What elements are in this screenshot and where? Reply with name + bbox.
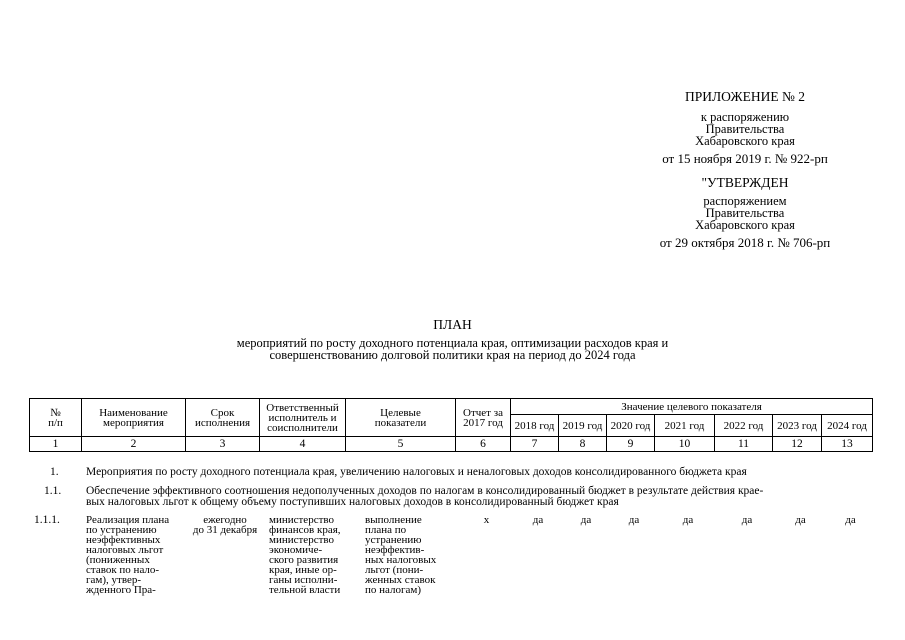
header-resp-line-2: исполнитель и — [268, 411, 337, 424]
target-line-6: льгот (пони- — [365, 564, 424, 576]
col-number-8: 8 — [559, 437, 607, 452]
name-line-7: гам), утвер- — [86, 574, 141, 586]
header-name-line-2: мероприятия — [103, 416, 164, 429]
row-1-1-1-responsible — [269, 515, 359, 595]
resp-line-7: ганы исполни- — [269, 574, 338, 586]
header-year-2019: 2019 год — [559, 415, 607, 437]
header-targets — [346, 399, 456, 437]
plan-table — [29, 398, 873, 452]
section-1-text: Мероприятия по росту доходного потенциала края, увеличению налоговых и неналоговых доходов консолидированного бюджета края — [86, 466, 747, 478]
row-1-1-1-2024: да — [845, 514, 856, 526]
approved-line-2: Правительства — [705, 206, 785, 220]
header-year-2021: 2021 год — [655, 415, 715, 437]
header-year-2023: 2023 год — [773, 415, 822, 437]
resp-line-4: экономиче- — [269, 544, 323, 556]
plan-subtitle-line-2: совершенствованию долговой политики края на период до 2024 года — [269, 348, 636, 362]
target-line-7: женных ставок — [365, 574, 436, 586]
header-report — [456, 399, 511, 437]
row-1-1-1-targets — [365, 515, 465, 595]
col-number-4: 4 — [260, 437, 346, 452]
row-1-1-1-2020: да — [628, 514, 640, 526]
resp-line-3: министерство — [269, 534, 335, 546]
plan-subtitle-line-1: мероприятий по росту доходного потенциала края, оптимизации расходов края и — [236, 336, 669, 350]
row-1-1-1-2021: да — [682, 514, 694, 526]
target-line-1: выполнение — [365, 514, 422, 526]
header-num — [30, 399, 82, 437]
resp-line-6: края, иные ор- — [269, 564, 337, 576]
target-line-5: ных налоговых — [365, 554, 437, 566]
row-1-1-1-num: 1.1.1. — [34, 514, 60, 526]
col-number-13: 13 — [822, 437, 873, 452]
header-target-values: Значение целевого показателя — [511, 399, 873, 415]
header-targets-line-1: Целевые — [380, 406, 421, 419]
term-line-2: до 31 декабря — [192, 524, 258, 536]
row-1-1-1-report: х — [483, 514, 490, 526]
col-number-3: 3 — [186, 437, 260, 452]
approved-line-1: распоряжением — [703, 194, 787, 208]
plan-subtitle — [180, 337, 725, 361]
name-line-4: налоговых льгот — [86, 544, 164, 556]
section-1-1-line-2: вых налоговых льгот к общему объему поступивших налоговых доходов в консолидированный бюджет края — [86, 495, 619, 508]
resp-line-1: министерство — [269, 514, 335, 526]
name-line-3: неэффективных — [86, 534, 161, 546]
to-order-line-3: Хабаровского края — [695, 134, 795, 148]
header-year-2018: 2018 год — [511, 415, 559, 437]
header-term — [186, 399, 260, 437]
header-responsible — [260, 399, 346, 437]
row-1-1-1-name — [86, 515, 186, 595]
header-targets-line-2: показатели — [374, 416, 427, 429]
header-year-2020: 2020 год — [607, 415, 655, 437]
header-resp-line-1: Ответственный — [266, 401, 339, 414]
col-number-12: 12 — [773, 437, 822, 452]
col-number-9: 9 — [607, 437, 655, 452]
header-name-line-1: Наименование — [99, 406, 168, 419]
resp-line-2: финансов края, — [269, 524, 341, 536]
name-line-2: по устранению — [86, 524, 157, 536]
section-1-1-num: 1.1. — [44, 485, 62, 497]
section-1-1-line-1: Обеспечение эффективного соотношения недополученных доходов по налогам в консолидированный бюджет в результате действия крае- — [86, 485, 764, 497]
resp-line-5: ского развития — [269, 554, 339, 566]
header-year-2022: 2022 год — [715, 415, 773, 437]
row-1-1-1-2019: да — [580, 514, 592, 526]
target-line-3: устранению — [365, 534, 422, 546]
header-report-line-1: Отчет за — [463, 406, 503, 419]
row-1-1-1-term — [185, 515, 265, 535]
to-order-line-2: Правительства — [705, 122, 785, 136]
col-number-7: 7 — [511, 437, 559, 452]
annex-header — [630, 91, 860, 249]
col-number-10: 10 — [655, 437, 715, 452]
header-num-line-1: № — [50, 406, 61, 419]
target-line-4: неэффектив- — [365, 544, 425, 556]
target-line-2: плана по — [365, 524, 407, 536]
header-report-line-2: 2017 год — [463, 416, 503, 429]
row-1-1-1-2023: да — [795, 514, 806, 526]
header-term-line-2: исполнения — [194, 416, 251, 429]
name-line-8: жденного Пра- — [86, 584, 156, 596]
header-name — [82, 399, 186, 437]
row-1-1-1-2022: да — [741, 514, 753, 526]
name-line-5: (пониженных — [86, 554, 150, 566]
col-number-6: 6 — [456, 437, 511, 452]
annex-title: ПРИЛОЖЕНИЕ № 2 — [684, 89, 806, 104]
header-num-line-2: п/п — [48, 416, 63, 429]
name-line-6: ставок по нало- — [86, 564, 160, 576]
term-line-1: ежегодно — [203, 514, 247, 526]
section-1-1-text — [86, 486, 876, 507]
section-1-num: 1. — [50, 466, 59, 478]
to-order-line-1: к распоряжению — [700, 110, 790, 124]
row-1-1-1-2018: да — [532, 514, 544, 526]
col-number-1: 1 — [30, 437, 82, 452]
col-number-2: 2 — [82, 437, 186, 452]
name-line-1: Реализация плана — [86, 514, 170, 526]
approved-date: от 29 октября 2018 г. № 706-рп — [659, 235, 831, 250]
plan-title: ПЛАН — [433, 317, 472, 332]
approved-line-3: Хабаровского края — [695, 218, 795, 232]
col-number-11: 11 — [715, 437, 773, 452]
order-date: от 15 ноября 2019 г. № 922-рп — [662, 151, 828, 166]
target-line-8: по налогам) — [365, 584, 422, 596]
header-year-2024: 2024 год — [822, 415, 873, 437]
header-term-line-1: Срок — [210, 406, 235, 419]
col-number-5: 5 — [346, 437, 456, 452]
approved-title: "УТВЕРЖДЕН — [701, 175, 789, 190]
header-resp-line-3: соисполнители — [267, 421, 338, 434]
resp-line-8: тельной власти — [269, 584, 341, 596]
